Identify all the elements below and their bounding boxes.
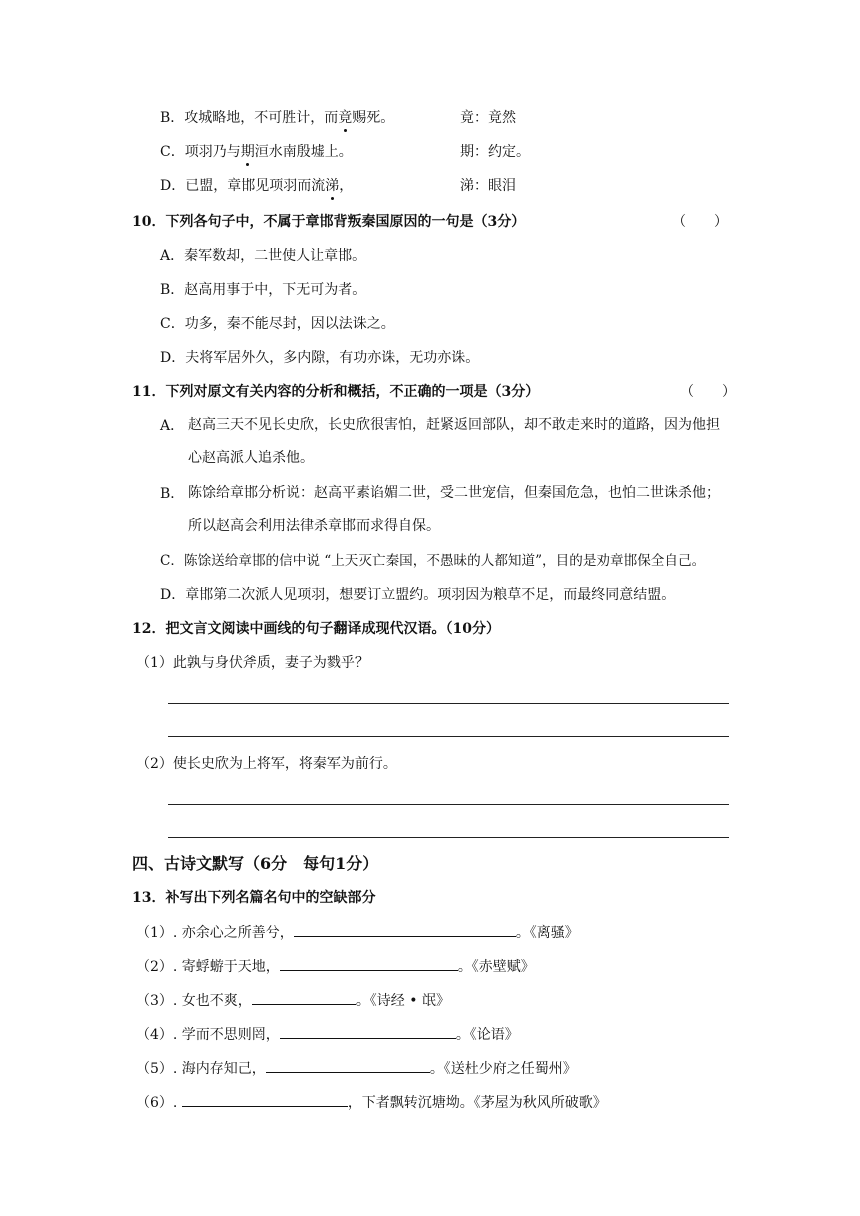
- fill-blank[interactable]: [280, 1024, 456, 1039]
- q12-sentence-1: （1）此孰与身伏斧质，妻子为戮乎？: [136, 655, 369, 671]
- q9-gloss-c: 期：约定。: [460, 144, 530, 160]
- fill-item-3: （3）. 女也不爽， 。《诗经 • 氓》: [136, 990, 450, 1011]
- q10-option-c: C．功多，秦不能尽封，因以法诛之。: [160, 316, 395, 332]
- answer-line: [168, 837, 729, 838]
- q9-option-c: C．项羽乃与期洹水南殷墟上。: [160, 144, 353, 160]
- q9-option-b: B．攻城略地，不可胜计，而竟赐死。: [160, 110, 395, 126]
- fill-item-6: （6）. ，下者飘转沉塘坳。《茅屋为秋风所破歌》: [136, 1092, 607, 1113]
- q11-option-d: D．章邯第二次派人见项羽，想要订立盟约。项羽因为粮草不足，而最终同意结盟。: [160, 587, 676, 603]
- q10-option-d: D．夫将军居外久，多内隙，有功亦诛，无功亦诛。: [160, 350, 480, 366]
- q10-option-b: B．赵高用事于中，下无可为者。: [160, 282, 367, 298]
- q11-option-b-text: 陈馀给章邯分析说：赵高平素谄媚二世，受二世宠信，但秦国危急，也怕二世诛杀他；所以赵高会利用法律杀章邯而求得自保。: [188, 485, 720, 534]
- fill-blank[interactable]: [182, 1092, 348, 1107]
- q11-stem: 11．下列对原文有关内容的分析和概括，不正确的一项是（3分）: [132, 384, 540, 400]
- q11-answer-paren: （ ）: [680, 384, 736, 400]
- q9-gloss-d: 涕：眼泪: [460, 178, 516, 194]
- q11-option-b-label: B．: [160, 486, 185, 502]
- fill-item-4: （4）. 学而不思则罔， 。《论语》: [136, 1024, 519, 1045]
- q11-option-a-label: A．: [160, 418, 185, 434]
- answer-line: [168, 804, 729, 805]
- section-heading: 四、古诗文默写（6分 每句1分）: [132, 854, 379, 873]
- q13-stem: 13．补写出下列名篇名句中的空缺部分: [132, 890, 376, 906]
- fill-blank[interactable]: [294, 922, 516, 937]
- fill-item-1: （1）. 亦余心之所善兮， 。《离骚》: [136, 922, 579, 943]
- fill-item-5: （5）. 海内存知己， 。《送杜少府之任蜀州》: [136, 1058, 577, 1079]
- q9-option-d: D．已盟，章邯见项羽而流涕，: [160, 178, 354, 194]
- q9-gloss-b: 竟：竟然: [460, 110, 516, 126]
- answer-line: [168, 703, 729, 704]
- fill-blank[interactable]: [280, 956, 458, 971]
- fill-blank[interactable]: [252, 990, 356, 1005]
- q12-sentence-2: （2）使长史欣为上将军，将秦军为前行。: [136, 756, 397, 772]
- q10-stem: 10．下列各句子中，不属于章邯背叛秦国原因的一句是（3分）: [132, 214, 526, 230]
- fill-item-2: （2）. 寄蜉蝣于天地， 。《赤壁赋》: [136, 956, 535, 977]
- q12-stem: 12．把文言文阅读中画线的句子翻译成现代汉语。（10分）: [132, 621, 500, 637]
- fill-blank[interactable]: [266, 1058, 430, 1073]
- q11-option-a-text: 赵高三天不见长史欣，长史欣很害怕，赶紧返回部队，却不敢走来时的道路，因为他担心赵高派人追杀他。: [188, 417, 720, 466]
- emphasis-dot: 期: [240, 144, 255, 160]
- emphasis-dot: 涕: [325, 178, 340, 194]
- q10-answer-paren: （ ）: [672, 214, 728, 230]
- answer-line: [168, 736, 729, 737]
- q11-option-c: C．陈馀送给章邯的信中说 “上天灭亡秦国，不愚昧的人都知道”，目的是劝章邯保全自己。: [160, 553, 706, 569]
- q10-option-a: A．秦军数却，二世使人让章邯。: [160, 248, 367, 264]
- emphasis-dot: 竟: [338, 110, 353, 126]
